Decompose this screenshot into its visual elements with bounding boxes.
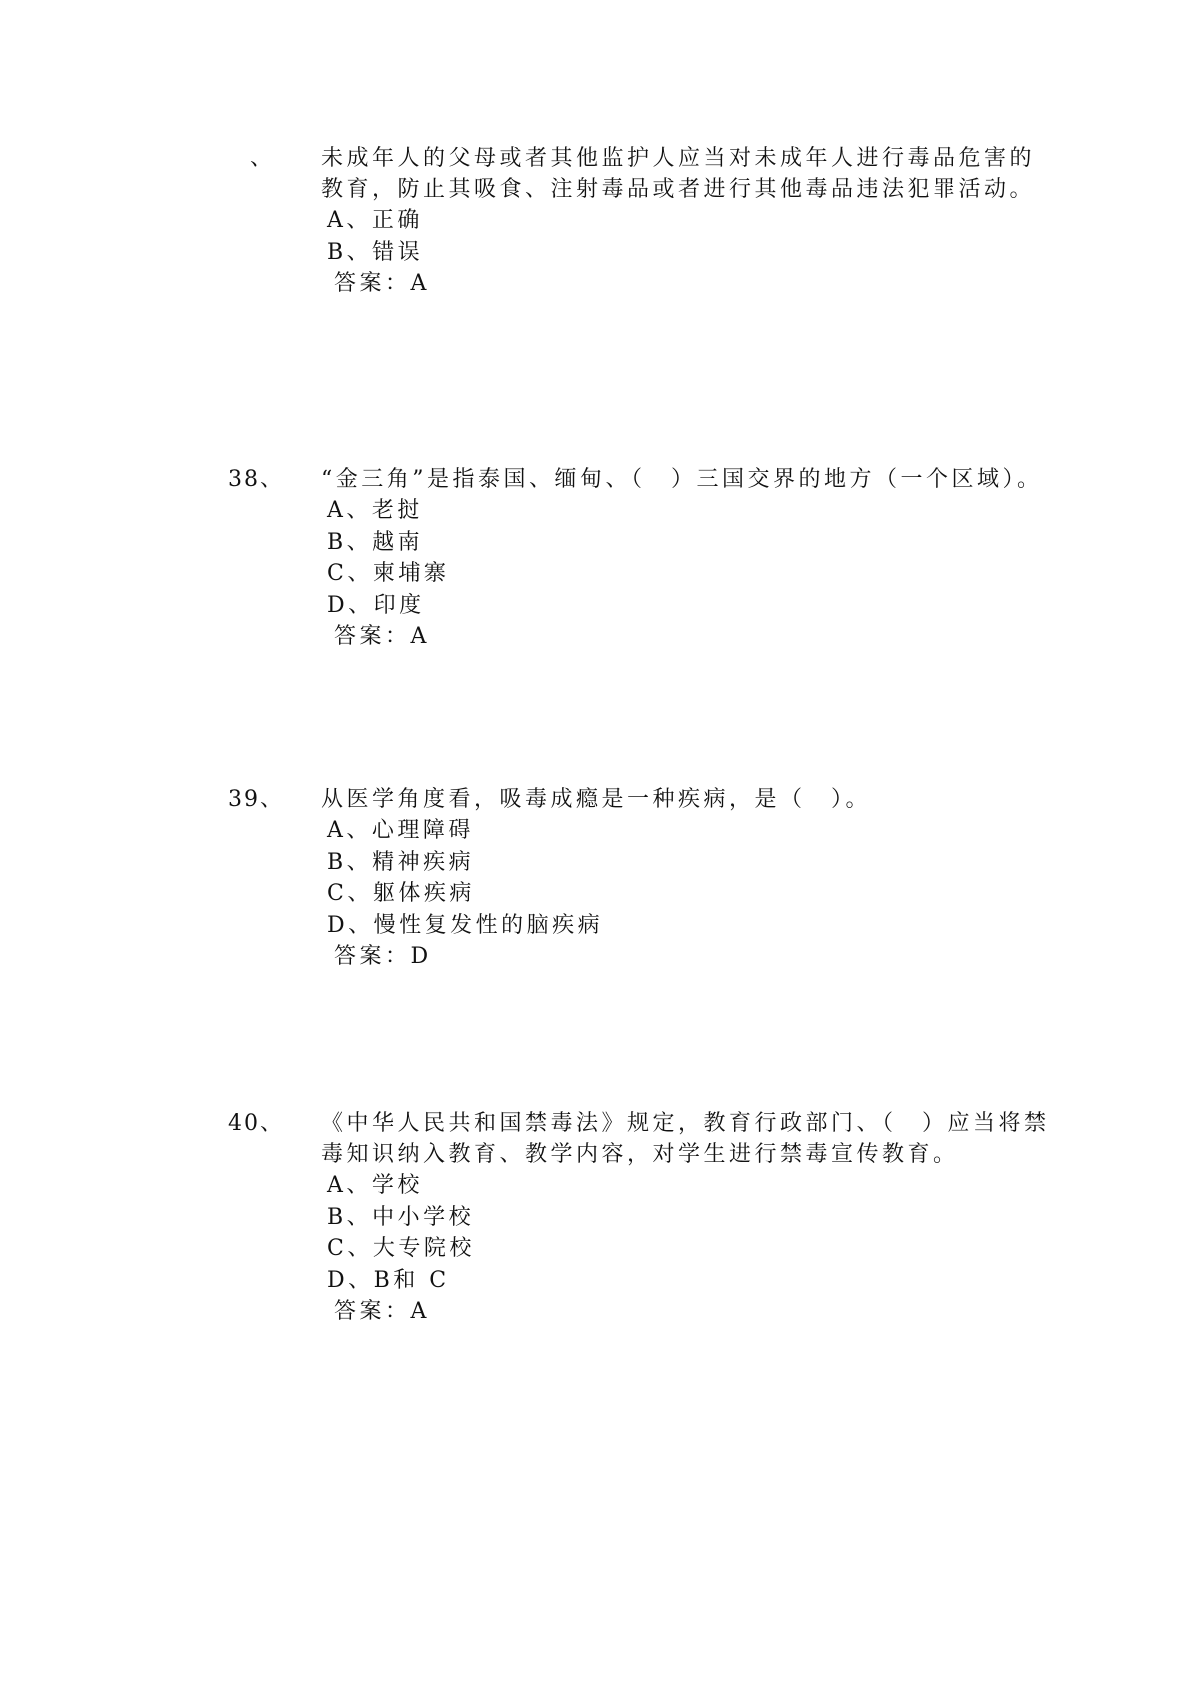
answer-text: 答案：A xyxy=(334,624,430,649)
option-list xyxy=(327,495,449,653)
option-d: D、B和 C xyxy=(327,1267,450,1293)
question-stem-line: 未成年人的父母或者其他监护人应当对未成年人进行毒品危害的 xyxy=(321,146,1036,171)
question-stem xyxy=(321,143,1036,205)
question-number: 40、 xyxy=(228,1111,284,1136)
question-stem-line: 从医学角度看，吸毒成瘾是一种疾病，是（ ）。 xyxy=(321,787,872,812)
option-b: B、越南 xyxy=(327,529,424,555)
option-a: A、心理障碍 xyxy=(327,818,474,843)
question-number: 、 xyxy=(250,146,275,171)
option-list xyxy=(327,205,430,300)
option-list xyxy=(327,1170,475,1328)
option-list xyxy=(327,815,603,973)
question-stem-line: 《中华人民共和国禁毒法》规定，教育行政部门、（ ）应当将禁 xyxy=(321,1111,1050,1136)
option-b: B、错误 xyxy=(327,239,424,265)
answer-text: 答案：D xyxy=(334,944,432,969)
option-a: A、学校 xyxy=(327,1173,423,1198)
option-c: C、大专院校 xyxy=(327,1236,475,1261)
question-stem-line: 教育，防止其吸食、注射毒品或者进行其他毒品违法犯罪活动。 xyxy=(321,177,1036,202)
answer-text: 答案：A xyxy=(334,1299,430,1324)
option-c: C、躯体疾病 xyxy=(327,881,475,906)
option-a: A、正确 xyxy=(327,208,423,233)
option-c: C、柬埔寨 xyxy=(327,561,450,586)
option-d: D、慢性复发性的脑疾病 xyxy=(327,912,604,938)
option-a: A、老挝 xyxy=(327,498,423,523)
question-stem xyxy=(321,464,1043,495)
question-stem xyxy=(321,784,1011,815)
option-d: D、印度 xyxy=(327,592,425,618)
question-number: 38、 xyxy=(228,467,284,492)
option-b: B、精神疾病 xyxy=(327,849,475,875)
option-b: B、中小学校 xyxy=(327,1204,475,1230)
answer-text: 答案：A xyxy=(334,271,430,296)
question-stem xyxy=(321,1108,1050,1170)
question-stem-line: “金三角”是指泰国、缅甸、（ ）三国交界的地方（一个区域）。 xyxy=(321,467,1043,492)
question-stem-line: 毒知识纳入教育、教学内容，对学生进行禁毒宣传教育。 xyxy=(321,1142,959,1167)
question-number: 39、 xyxy=(228,787,284,812)
